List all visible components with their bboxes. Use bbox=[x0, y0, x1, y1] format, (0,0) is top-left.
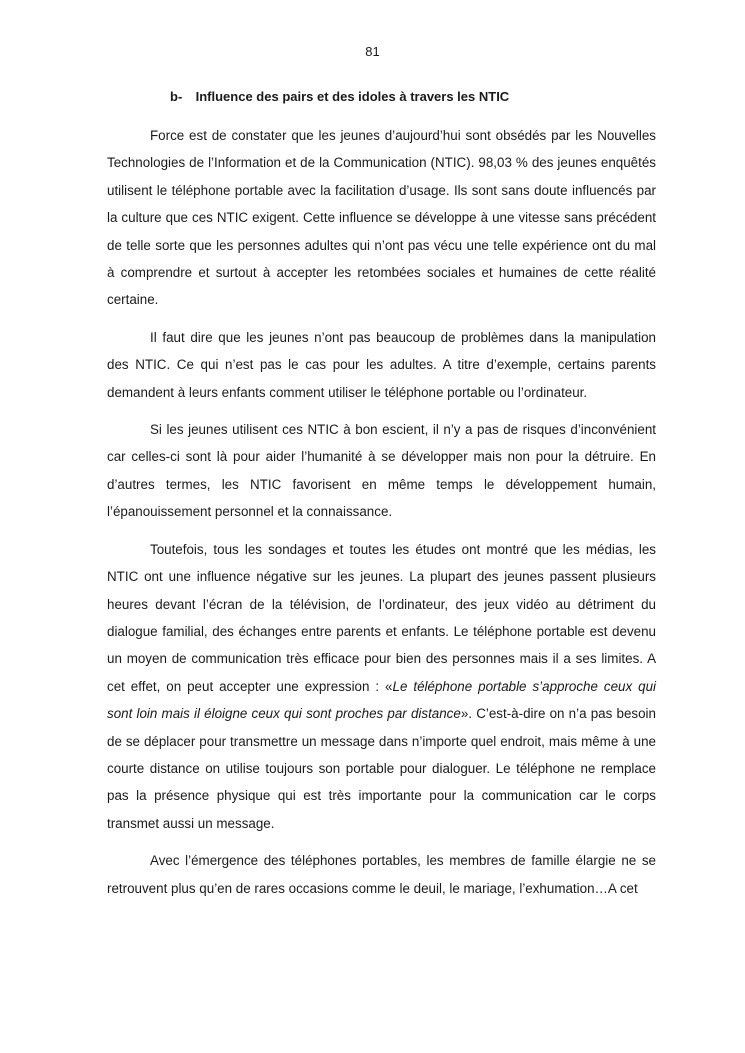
section-marker: b- bbox=[170, 89, 183, 104]
paragraph-4 bbox=[107, 536, 656, 837]
paragraph-2: Il faut dire que les jeunes n’ont pas beaucoup de problèmes dans la manipulation des NTIC. Ce qui n’est pas le cas pour les adultes. A titre d’exemple, certains parents demandent à leurs enfants comment utiliser le téléphone portable ou l’ordinateur. bbox=[107, 329, 656, 400]
paragraph-4-text-start: Toutefois, tous les sondages et toutes les études ont montré que les médias, les NTIC ont une influence négative sur les jeunes. La plupart des jeunes passent plusieurs heures devant l’écran de la télévision, de l’ordinateur, des jeux vidéo au détriment du dialogue familial, des échanges entre parents et enfants. Le téléphone portable est devenu un moyen de communication très efficace pour bien des personnes mais il a ses limites. A cet effet, on peut accepter une expression : « bbox=[107, 541, 656, 694]
paragraph-5: Avec l’émergence des téléphones portables, les membres de famille élargie ne se retrouvent plus qu’en de rares occasions comme le deuil, le mariage, l’exhumation…A cet bbox=[107, 853, 656, 896]
section-title: Influence des pairs et des idoles à travers les NTIC bbox=[195, 89, 510, 104]
page-number: 81 bbox=[365, 44, 380, 59]
paragraph-3: Si les jeunes utilisent ces NTIC à bon escient, il n’y a pas de risques d’inconvénient car celles-ci sont là pour aider l’humanité à se développer mais non pour la détruire. En d’autres termes, les NTIC favorisent en même temps le développement humain, l’épanouissement personnel et la connaissance. bbox=[107, 422, 656, 520]
body-text bbox=[107, 122, 656, 912]
paragraph-4-text-end: ». C’est-à-dire on n’a pas besoin de se déplacer pour transmettre un message dans n’importe quel endroit, mais même à une courte distance on utilise toujours son portable pour dialoguer. Le téléphone ne remplace pas la présence physique qui est très importante pour la communication car le corps transmet aussi un message. bbox=[107, 706, 656, 831]
quoted-expression: Le téléphone portable s’approche ceux qui sont loin mais il éloigne ceux qui sont proches par distance bbox=[107, 678, 656, 722]
paragraph-1: Force est de constater que les jeunes d’aujourd’hui sont obsédés par les Nouvelles Technologies de l’Information et de la Communication (NTIC). 98,03 % des jeunes enquêtés utilisent le téléphone portable avec la facilitation d’usage. Ils sont sans doute influencés par la culture que ces NTIC exigent. Cette influence se développe à une vitesse sans précédent de telle sorte que les personnes adultes qui n’ont pas vécu une telle expérience ont du mal à comprendre et surtout à accepter les retombées sociales et humaines de cette réalité certaine. bbox=[107, 128, 656, 308]
section-heading bbox=[170, 89, 509, 104]
